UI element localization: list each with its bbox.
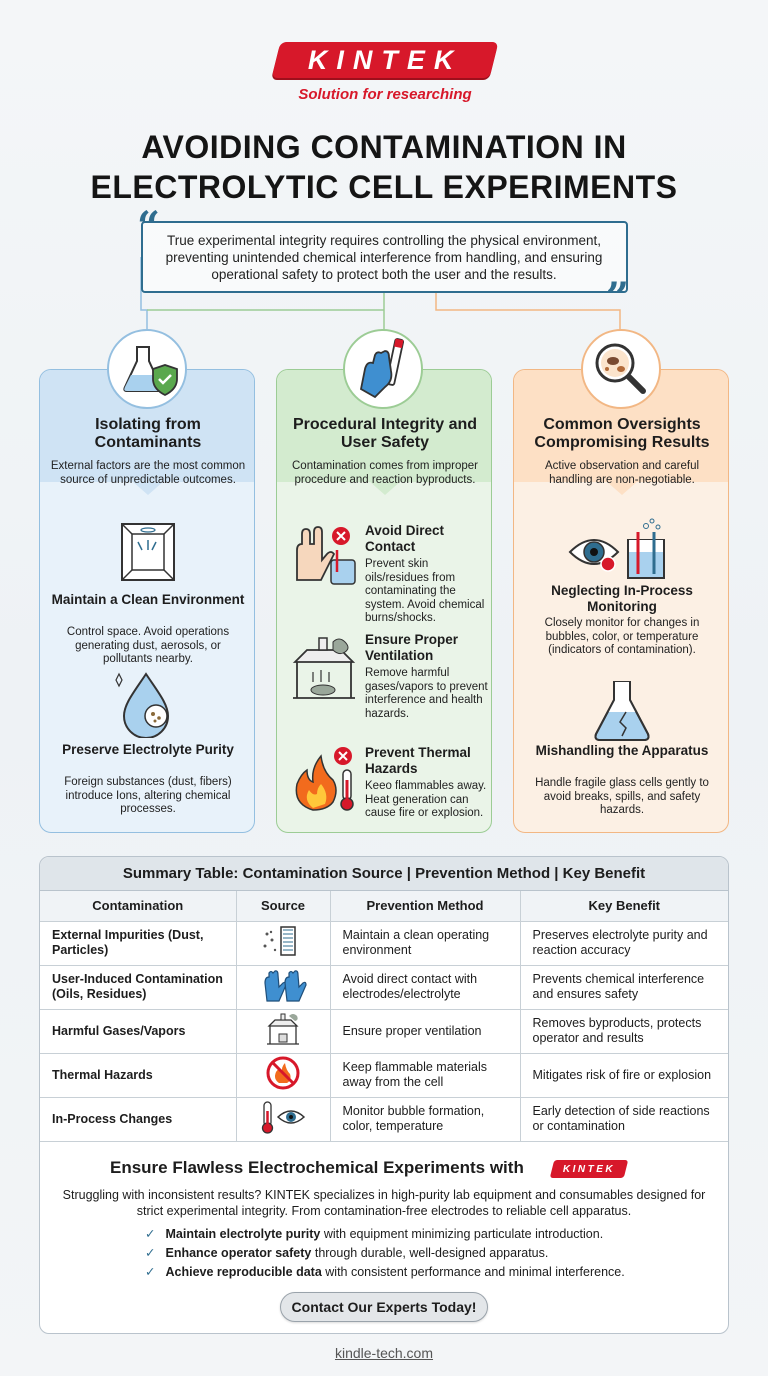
cell-source: [236, 1053, 330, 1097]
bullet-bold: Achieve reproducible data: [165, 1265, 322, 1279]
cell-contamination: Thermal Hazards: [40, 1053, 236, 1097]
contact-experts-button[interactable]: Contact Our Experts Today!: [280, 1292, 488, 1322]
header-prevention: Prevention Method: [330, 891, 520, 921]
check-icon: ✓: [145, 1246, 156, 1260]
column-subtitle: External factors are the most common source of unpredictable outcomes.: [50, 460, 246, 486]
droplet-particles-icon: [110, 670, 186, 738]
cell-contamination: Harmful Gases/Vapors: [40, 1009, 236, 1053]
no-fire-icon: [265, 1055, 301, 1091]
gloved-hand-pen-icon: [343, 329, 423, 409]
item-title: Ensure Proper Ventilation: [365, 632, 459, 663]
magnifier-microbe-icon: [581, 329, 661, 409]
bullet-bold: Enhance operator safety: [165, 1246, 312, 1260]
summary-table: [40, 891, 728, 1142]
column-oversights: [513, 369, 729, 833]
cta-text: Struggling with inconsistent results? KINTEK specializes in high-purity lab equipment and consumables designed for strict experimental integrity. From contamination-free electrodes to reliable cell apparatus.: [62, 1188, 706, 1218]
open-quote-icon: “: [137, 203, 161, 250]
item-desc: Foreign substances (dust, fibers) introduce Ions, altering chemical processes.: [64, 776, 232, 815]
kintek-logo: [272, 42, 499, 78]
column-title: Isolating from Contaminants: [94, 416, 202, 451]
cta-kintek-badge: [550, 1160, 628, 1178]
fume-hood-icon: [263, 1012, 303, 1046]
cta-badge-text: KINTEK: [562, 1163, 616, 1175]
table-row: [40, 1053, 728, 1097]
cracked-flask-icon: [592, 678, 652, 742]
column-subtitle: Active observation and careful handling are non-negotiable.: [544, 460, 700, 486]
cell-contamination: In-Process Changes: [40, 1097, 236, 1141]
cell-benefit: Preserves electrolyte purity and reaction accuracy: [520, 921, 728, 965]
item-title: Maintain a Clean Environment: [51, 592, 245, 607]
check-icon: ✓: [145, 1265, 156, 1279]
logo-tagline: Solution for researching: [298, 86, 472, 103]
column-procedural: [276, 369, 492, 833]
item-desc: Remove harmful gases/vapors to prevent interference and health hazards.: [365, 667, 488, 720]
item-desc: Control space. Avoid operations generating dust, aerosols, or pollutants nearby.: [66, 626, 230, 665]
column-isolating: [39, 369, 255, 833]
header-contamination: Contamination: [40, 891, 236, 921]
table-row: [40, 1009, 728, 1053]
cell-benefit: Prevents chemical interference and ensures safety: [520, 965, 728, 1009]
title-line-2: ELECTROLYTIC CELL EXPERIMENTS: [90, 169, 678, 205]
item-title: Preserve Electrolyte Purity: [62, 742, 234, 757]
item-title: Mishandling the Apparatus: [535, 743, 709, 758]
gloves-icon: [259, 967, 307, 1003]
thermometer-eye-icon: [258, 1099, 308, 1135]
cta-bullet: [145, 1226, 603, 1242]
cell-benefit: Early detection of side reactions or contamination: [520, 1097, 728, 1141]
cell-source: [236, 1097, 330, 1141]
check-icon: ✓: [145, 1227, 156, 1241]
bullet-text: with equipment minimizing particulate introduction.: [320, 1227, 604, 1241]
dust-filter-icon: [259, 924, 307, 958]
table-header-row: [40, 891, 728, 921]
bullet-bold: Maintain electrolyte purity: [165, 1227, 321, 1241]
cell-prevention: Keep flammable materials away from the cell: [330, 1053, 520, 1097]
cta-bullet: [145, 1264, 625, 1280]
header-source: Source: [236, 891, 330, 921]
table-row: [40, 965, 728, 1009]
bullet-text: through durable, well-designed apparatus.: [311, 1246, 549, 1260]
cell-prevention: Maintain a clean operating environment: [330, 921, 520, 965]
item-desc: Prevent skin oils/residues from contaminating the system. Avoid chemical burns/shocks.: [365, 558, 485, 624]
title-line-1: AVOIDING CONTAMINATION IN: [141, 129, 627, 165]
cell-source: [236, 965, 330, 1009]
cell-benefit: Mitigates risk of fire or explosion: [520, 1053, 728, 1097]
fire-thermometer-icon: [285, 744, 361, 816]
cell-contamination: External Impurities (Dust, Particles): [40, 921, 236, 965]
quote-text: True experimental integrity requires controlling the physical environment, preventing unintended chemical interference from handling, and ensuring operational safety to protect both the user and the results.: [165, 233, 603, 282]
bullet-text: with consistent performance and minimal interference.: [321, 1265, 625, 1279]
fume-hood-icon: [285, 636, 361, 704]
item-desc: Closely monitor for changes in bubbles, color, or temperature (indicators of contamination).: [544, 617, 700, 656]
table-row: [40, 921, 728, 965]
summary-table-section: [39, 856, 729, 1334]
summary-table-title: Summary Table: Contamination Source | Prevention Method | Key Benefit: [40, 857, 728, 891]
cell-source: [236, 1009, 330, 1053]
cell-benefit: Removes byproducts, protects operator and results: [520, 1009, 728, 1053]
item-title: Neglecting In-Process Monitoring: [551, 583, 693, 614]
table-row: [40, 1097, 728, 1141]
eye-beaker-icon: [566, 518, 678, 582]
item-desc: Keeo flammables away. Heat generation can cause fire or explosion.: [365, 780, 487, 819]
footer-link[interactable]: kindle-tech.com: [334, 1345, 434, 1361]
column-title: Procedural Integrity and User Safety: [292, 416, 478, 451]
column-subtitle: Contamination comes from improper procedure and reaction byproducts.: [292, 460, 478, 486]
close-quote-icon: ”: [606, 274, 630, 321]
item-title: Avoid Direct Contact: [365, 523, 445, 554]
cta-title: Ensure Flawless Electrochemical Experiments with: [110, 1158, 524, 1177]
item-title: Prevent Thermal Hazards: [365, 745, 471, 776]
column-title: Common Oversights Compromising Results: [534, 416, 710, 451]
clean-room-icon: [108, 520, 188, 586]
cell-contamination: User-Induced Contamination (Oils, Residues): [40, 965, 236, 1009]
item-desc: Handle fragile glass cells gently to avoid breaks, spills, and safety hazards.: [535, 777, 709, 816]
cell-prevention: Monitor bubble formation, color, temperature: [330, 1097, 520, 1141]
logo-text: KINTEK: [307, 44, 463, 75]
page-title: [40, 127, 728, 207]
cell-prevention: Avoid direct contact with electrodes/electrolyte: [330, 965, 520, 1009]
cta-bullet: [145, 1245, 548, 1261]
hand-no-contact-icon: [285, 520, 361, 590]
cell-source: [236, 921, 330, 965]
cell-prevention: Ensure proper ventilation: [330, 1009, 520, 1053]
header-benefit: Key Benefit: [520, 891, 728, 921]
flask-shield-icon: [107, 329, 187, 409]
